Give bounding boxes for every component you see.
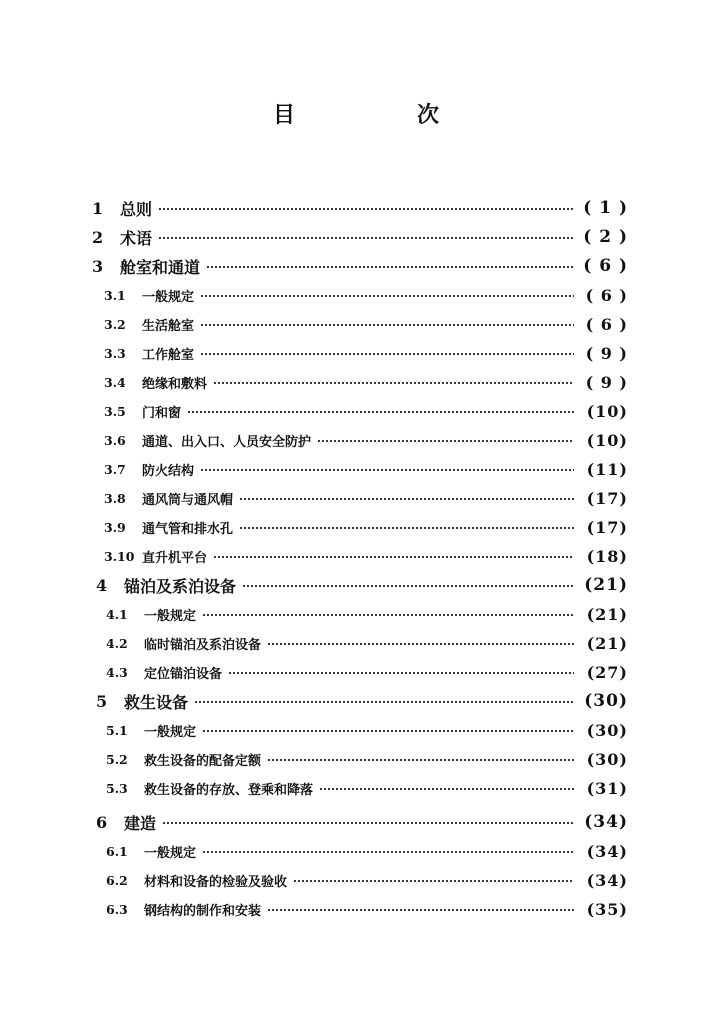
toc-entry[interactable] [104,397,628,425]
toc-entry-label: 生活舱室 [142,318,195,334]
toc-entry-number: 5.2 [106,751,128,767]
toc-entry[interactable] [92,252,628,280]
toc-entry-page: (30) [586,749,628,769]
toc-entry-page: (10) [586,430,628,450]
toc-entry-label: 直升机平台 [142,550,208,566]
toc-entry-label: 通风筒与通风帽 [142,492,234,508]
leader-dots [239,513,574,541]
toc-entry[interactable] [104,368,628,396]
toc-entry-label: 绝缘和敷料 [142,376,208,392]
toc-entry[interactable] [104,455,628,483]
toc-entry-page: ( 1 ) [583,198,628,218]
toc-entry-page: (34) [586,841,628,861]
toc-entry-page: (30) [586,720,628,740]
leader-dots [200,339,574,367]
toc-entry-number: 3.4 [104,374,126,390]
toc-entry-label: 一般规定 [142,289,195,305]
toc-entry-number: 4 [96,575,108,595]
toc-entry[interactable] [92,223,628,251]
toc-entry[interactable] [96,808,628,836]
toc-entry[interactable] [106,629,628,657]
toc-entry-label: 锚泊及系泊设备 [124,576,237,596]
toc-entry-label: 临时锚泊及系泊设备 [144,637,262,653]
toc-entry-label: 通气管和排水孔 [142,521,234,537]
toc-entry-page: (27) [586,662,628,682]
toc-entry-label: 一般规定 [144,608,197,624]
toc-entry[interactable] [104,484,628,512]
toc-entry-page: ( 9 ) [585,343,628,363]
toc-entry-page: ( 6 ) [585,314,628,334]
toc-entry-page: ( 2 ) [583,227,628,247]
toc-entry-number: 2 [92,227,104,247]
toc-entry-page: (21) [584,575,628,595]
toc-entry[interactable] [104,513,628,541]
toc-entry[interactable] [104,542,628,570]
toc-entry[interactable] [104,339,628,367]
toc-entry-page: (21) [586,633,628,653]
toc-entry-label: 建造 [124,813,157,833]
leader-dots [242,571,574,599]
leader-dots [239,484,574,512]
toc-entry-label: 救生设备 [124,692,189,712]
toc-entry-label: 术语 [120,228,153,248]
toc-entry[interactable] [106,774,628,802]
page-title: 目 次 [272,102,489,128]
toc-entry[interactable] [106,745,628,773]
toc-entry-number: 5.3 [106,780,128,796]
toc-entry-page: (31) [586,778,628,798]
toc-entry[interactable] [104,426,628,454]
leader-dots [200,310,574,338]
toc-entry-page: (18) [586,546,628,566]
toc-entry-label: 防火结构 [142,463,195,479]
toc-entry-page: (11) [586,459,628,479]
toc-entry-number: 3.10 [104,548,135,564]
toc-entry-page: (17) [586,517,628,537]
toc-entry[interactable] [106,837,628,865]
toc-entry[interactable] [106,716,628,744]
toc-entry[interactable] [96,687,628,715]
toc-entry-label: 一般规定 [144,724,197,740]
leader-dots [213,368,574,396]
toc-entry-number: 4.2 [106,635,128,651]
leader-dots [202,600,574,628]
leader-dots [162,808,574,836]
toc-entry-label: 总则 [120,199,153,219]
toc-entry-label: 救生设备的存放、登乘和降落 [144,782,314,798]
leader-dots [206,252,574,280]
toc-entry-label: 工作舱室 [142,347,195,363]
toc-entry-label: 救生设备的配备定额 [144,753,262,769]
leader-dots [200,455,574,483]
toc-entry-page: ( 9 ) [585,372,628,392]
toc-entry[interactable] [106,866,628,894]
toc-entry-number: 3.8 [104,490,126,506]
toc-entry[interactable] [96,571,628,599]
toc-entry-number: 3.5 [104,403,126,419]
toc-entry-number: 5.1 [106,722,128,738]
leader-dots [267,895,574,923]
leader-dots [158,223,574,251]
leader-dots [228,658,574,686]
leader-dots [267,629,574,657]
toc-entry-page: (30) [584,691,628,711]
toc-entry-page: ( 6 ) [585,285,628,305]
toc-entry-page: ( 6 ) [583,256,628,276]
toc-entry[interactable] [104,310,628,338]
toc-entry-page: (35) [586,899,628,919]
leader-dots [200,281,574,309]
toc-entry-label: 材料和设备的检验及验收 [144,874,288,890]
toc-entry-page: (17) [586,488,628,508]
toc-entry-number: 3 [92,256,104,276]
toc-entry-page: (10) [586,401,628,421]
leader-dots [202,837,574,865]
toc-entry-number: 3.3 [104,345,126,361]
leader-dots [194,687,574,715]
toc-entry-number: 5 [96,691,108,711]
toc-entry-number: 6 [96,812,108,832]
toc-entry-number: 6.1 [106,843,128,859]
toc-entry[interactable] [106,895,628,923]
toc-entry-number: 6.3 [106,901,128,917]
toc-entry-number: 4.3 [106,664,128,680]
leader-dots [158,194,574,222]
leader-dots [267,745,574,773]
toc-entry-number: 3.1 [104,287,126,303]
toc-entry-label: 定位锚泊设备 [144,666,223,682]
leader-dots [317,426,574,454]
toc-entry-page: (34) [586,870,628,890]
toc-entry[interactable] [106,600,628,628]
toc-entry-number: 3.2 [104,316,126,332]
leader-dots [293,866,574,894]
toc-entry-page: (34) [584,812,628,832]
toc-entry-page: (21) [586,604,628,624]
toc-entry-label: 通道、出入口、人员安全防护 [142,434,312,450]
leader-dots [213,542,574,570]
toc-entry-label: 一般规定 [144,845,197,861]
leader-dots [187,397,574,425]
toc-entry-number: 3.9 [104,519,126,535]
toc-entry[interactable] [106,658,628,686]
toc-entry[interactable] [104,281,628,309]
toc-entry-label: 门和窗 [142,405,182,421]
toc-entry-label: 钢结构的制作和安装 [144,903,262,919]
toc-entry-label: 舱室和通道 [120,257,201,277]
leader-dots [319,774,574,802]
leader-dots [202,716,574,744]
toc-entry-number: 1 [92,198,104,218]
toc-entry[interactable] [92,194,628,222]
toc-entry-number: 4.1 [106,606,128,622]
toc-entry-number: 3.6 [104,432,126,448]
toc-entry-number: 3.7 [104,461,126,477]
toc-entry-number: 6.2 [106,872,128,888]
